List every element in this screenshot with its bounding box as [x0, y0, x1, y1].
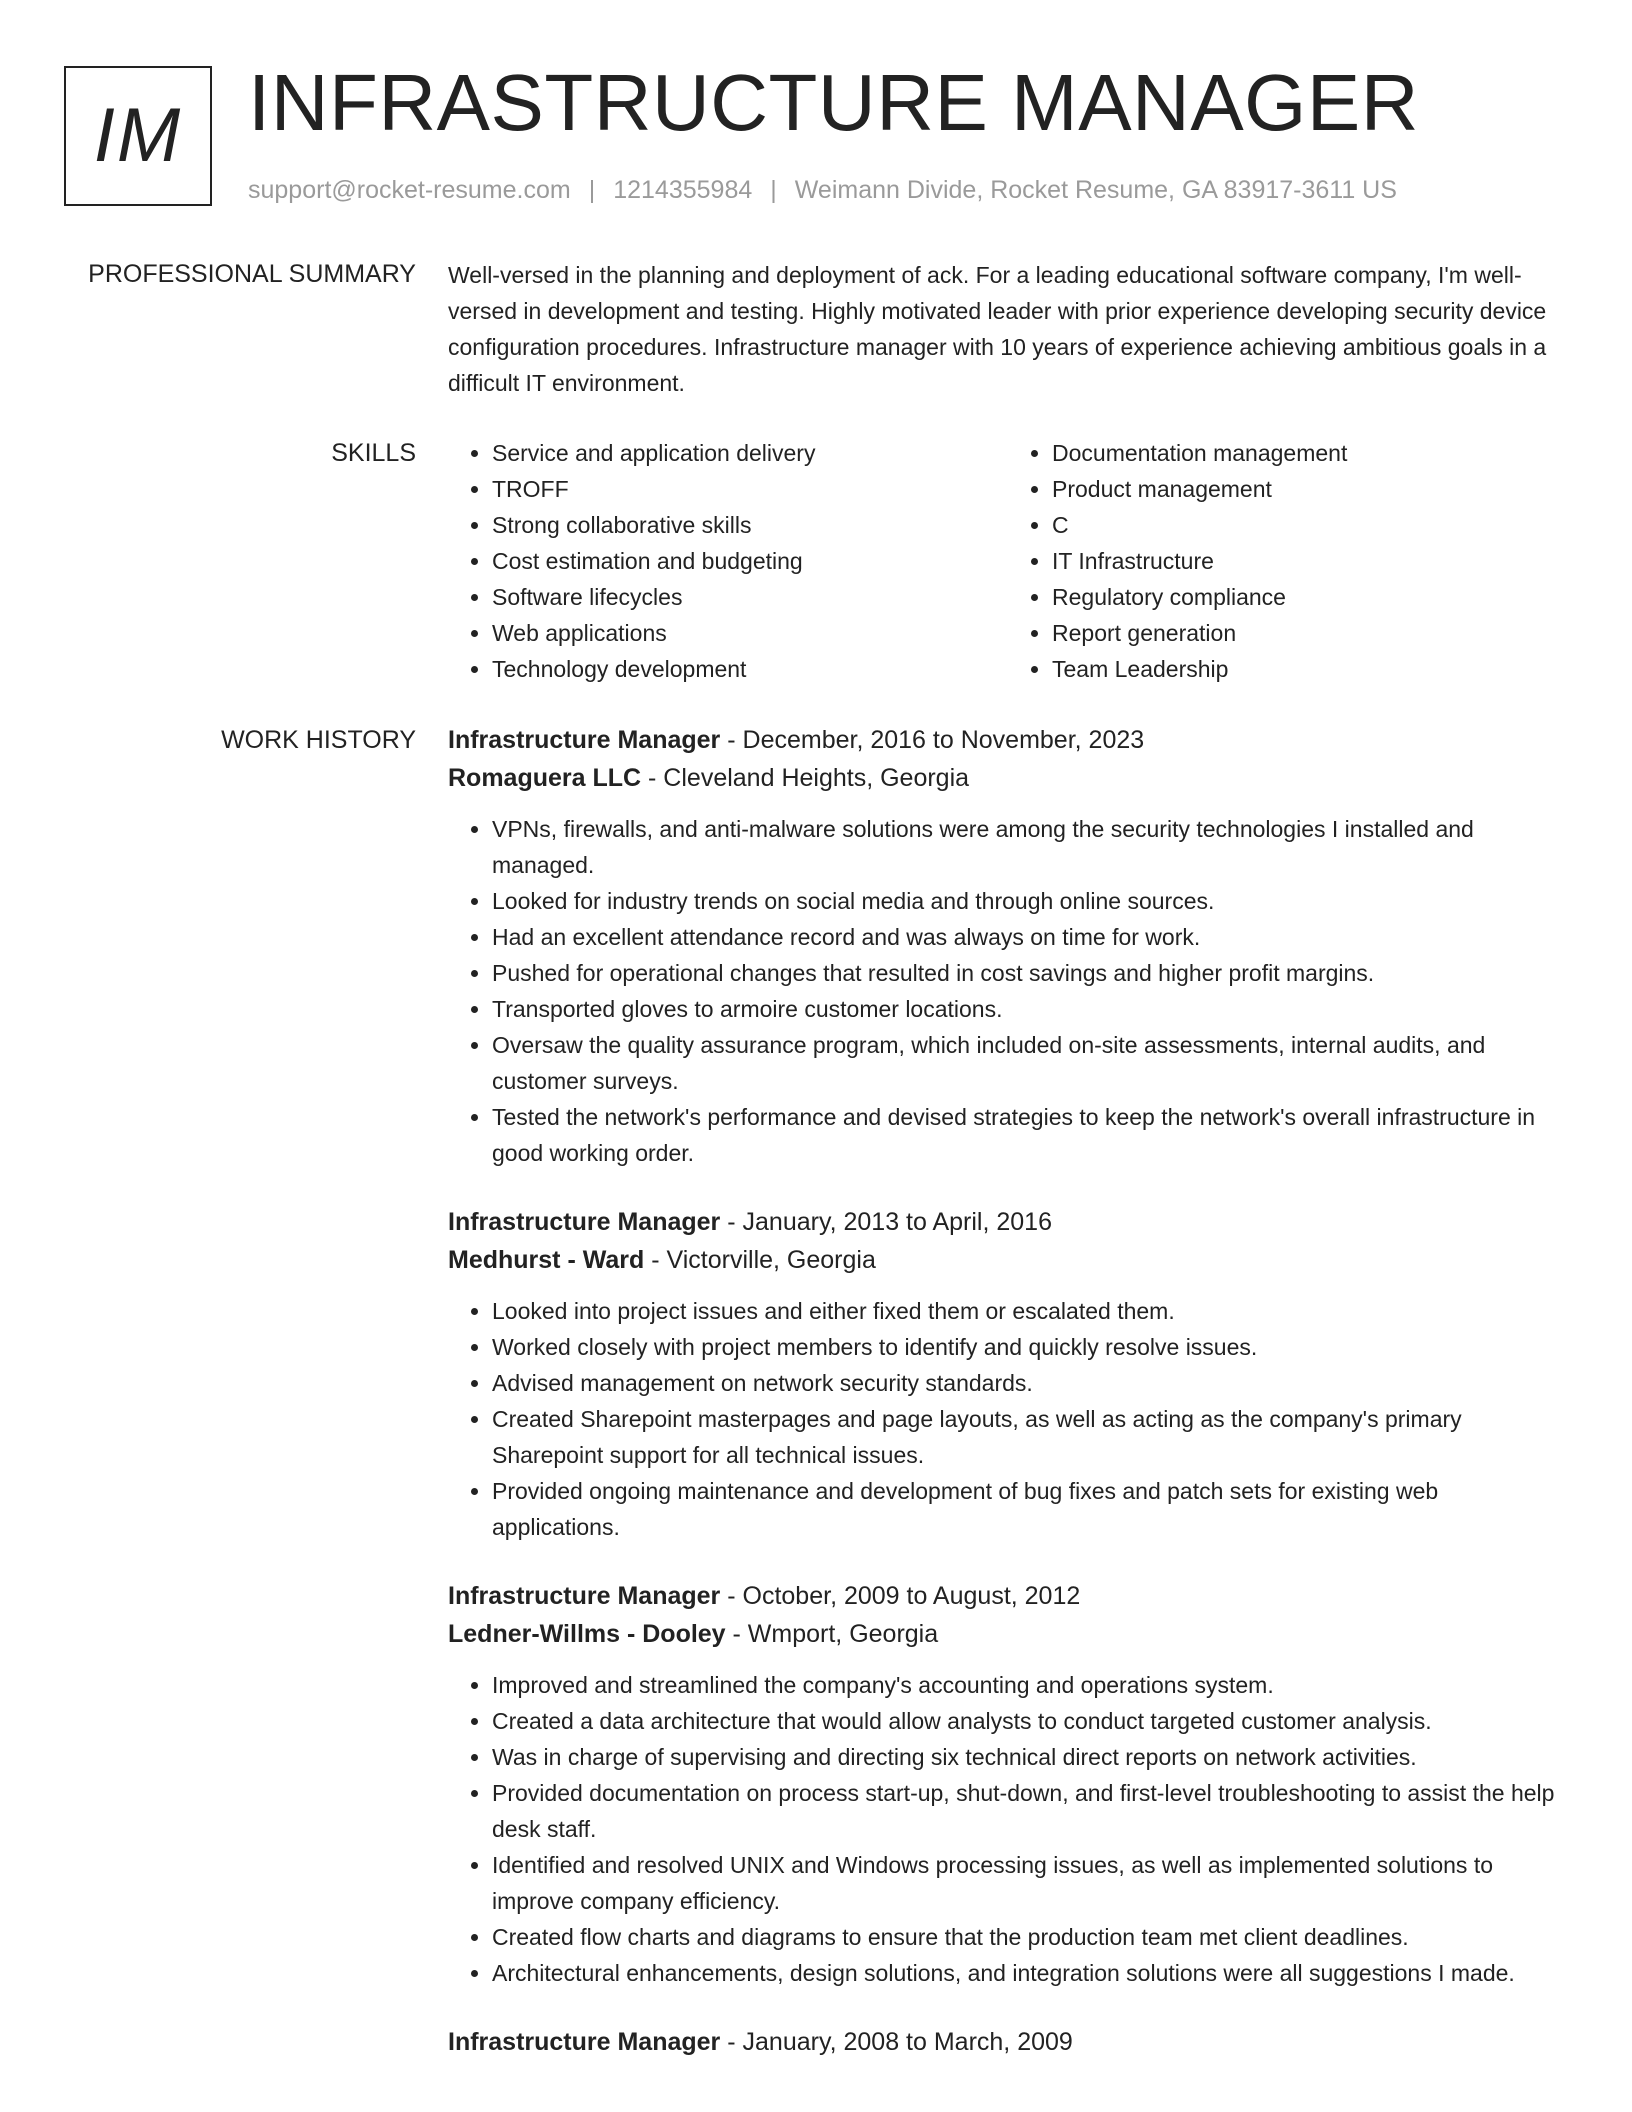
contact-separator: | — [770, 176, 777, 204]
skill-item: • IT Infrastructure — [1052, 543, 1568, 579]
job-company-line — [448, 1241, 1568, 1279]
skill-item: • C — [1052, 507, 1568, 543]
summary-section — [448, 257, 1568, 401]
summary-text: Well-versed in the planning and deployment of ack. For a leading educational software company, I'm well-versed in development and testing. Highly motivated leader with prior experience developing security device configuration procedures. Infrastructure manager with 10 years of experience achieving ambitious goals in a difficult IT environment. — [448, 262, 1547, 396]
job-bullet: • Worked closely with project members to identify and quickly resolve issues. — [492, 1329, 1568, 1365]
job-bullet: • Provided ongoing maintenance and development of bug fixes and patch sets for existing web applications. — [492, 1473, 1568, 1545]
job-dates: - October, 2009 to August, 2012 — [720, 1582, 1081, 1610]
skill-item: • TROFF — [492, 471, 1008, 507]
contact-separator: | — [588, 176, 596, 204]
skill-item: • Team Leadership — [1052, 651, 1568, 687]
job-entry — [448, 2023, 1568, 2061]
skill-item: • Product management — [1052, 471, 1568, 507]
contact-line — [248, 174, 1397, 206]
job-location: - Victorville, Georgia — [644, 1246, 876, 1274]
skills-heading: SKILLS — [331, 439, 416, 467]
skill-item: • Software lifecycles — [492, 579, 1008, 615]
skills-list-left — [448, 435, 1008, 687]
contact-email: support@rocket-resume.com — [248, 176, 571, 204]
skill-item: • Documentation management — [1052, 435, 1568, 471]
job-bullet: • Looked into project issues and either fixed them or escalated them. — [492, 1293, 1568, 1329]
job-company: Ledner-Willms - Dooley — [448, 1620, 726, 1648]
job-entry — [448, 721, 1568, 1171]
job-bullet: • Oversaw the quality assurance program, which included on-site assessments, internal audits, and customer surveys. — [492, 1027, 1568, 1099]
job-title-line — [448, 1577, 1568, 1615]
job-bullet: • Improved and streamlined the company's accounting and operations system. — [492, 1667, 1568, 1703]
job-bullet: • Had an excellent attendance record and was always on time for work. — [492, 919, 1568, 955]
job-title: Infrastructure Manager — [448, 2028, 721, 2056]
skill-item: • Web applications — [492, 615, 1008, 651]
job-title-line — [448, 721, 1568, 759]
job-bullet: • Provided documentation on process start-up, shut-down, and first-level troubleshooting to assist the help desk staff. — [492, 1775, 1568, 1847]
job-dates: - December, 2016 to November, 2023 — [720, 726, 1145, 754]
skills-columns — [448, 435, 1568, 687]
skills-list-right — [1008, 435, 1568, 687]
job-company-line — [448, 1615, 1568, 1653]
contact-phone: 1214355984 — [613, 176, 753, 204]
job-entry — [448, 1577, 1568, 1991]
monogram-box — [64, 66, 212, 206]
job-bullets — [448, 1293, 1568, 1545]
monogram-initials: IM — [93, 93, 183, 178]
job-dates: - January, 2013 to April, 2016 — [720, 1208, 1052, 1236]
job-bullet: • VPNs, firewalls, and anti-malware solutions were among the security technologies I installed and managed. — [492, 811, 1568, 883]
job-bullet: • Identified and resolved UNIX and Windows processing issues, as well as implemented solutions to improve company efficiency. — [492, 1847, 1568, 1919]
job-title-line — [448, 1203, 1568, 1241]
skill-item: • Regulatory compliance — [1052, 579, 1568, 615]
job-company: Medhurst - Ward — [448, 1246, 645, 1274]
job-bullet: • Looked for industry trends on social media and through online sources. — [492, 883, 1568, 919]
job-company-line — [448, 759, 1568, 797]
job-title: Infrastructure Manager — [448, 726, 721, 754]
skills-section — [448, 435, 1568, 687]
job-title: Infrastructure Manager — [448, 1582, 721, 1610]
job-bullets — [448, 811, 1568, 1171]
job-entry — [448, 1203, 1568, 1545]
job-bullets — [448, 1667, 1568, 1991]
job-bullet: • Created Sharepoint masterpages and page layouts, as well as acting as the company's primary Sharepoint support for all technical issues. — [492, 1401, 1568, 1473]
job-company: Romaguera LLC — [448, 764, 642, 792]
job-dates: - January, 2008 to March, 2009 — [720, 2028, 1073, 2056]
skill-item: • Cost estimation and budgeting — [492, 543, 1008, 579]
resume-title: INFRASTRUCTURE MANAGER — [248, 58, 1420, 147]
job-bullet: • Tested the network's performance and devised strategies to keep the network's overall infrastructure in good working order. — [492, 1099, 1568, 1171]
skill-item: • Technology development — [492, 651, 1008, 687]
job-location: - Wmport, Georgia — [725, 1620, 939, 1648]
work-history-section — [448, 721, 1568, 2093]
job-title: Infrastructure Manager — [448, 1208, 721, 1236]
job-bullet: • Advised management on network security standards. — [492, 1365, 1568, 1401]
work-history-heading: WORK HISTORY — [221, 726, 416, 754]
summary-heading: PROFESSIONAL SUMMARY — [88, 260, 416, 288]
contact-address: Weimann Divide, Rocket Resume, GA 83917-3611 US — [794, 176, 1397, 204]
job-bullet: • Architectural enhancements, design solutions, and integration solutions were all suggestions I made. — [492, 1955, 1568, 1991]
skill-item: • Service and application delivery — [492, 435, 1008, 471]
skill-item: • Strong collaborative skills — [492, 507, 1008, 543]
job-bullet: • Was in charge of supervising and directing six technical direct reports on network activities. — [492, 1739, 1568, 1775]
job-bullet: • Transported gloves to armoire customer locations. — [492, 991, 1568, 1027]
job-bullet: • Pushed for operational changes that resulted in cost savings and higher profit margins. — [492, 955, 1568, 991]
job-bullet: • Created flow charts and diagrams to ensure that the production team met client deadlines. — [492, 1919, 1568, 1955]
job-location: - Cleveland Heights, Georgia — [641, 764, 970, 792]
job-bullet: • Created a data architecture that would allow analysts to conduct targeted customer analysis. — [492, 1703, 1568, 1739]
job-title-line — [448, 2023, 1568, 2061]
skill-item: • Report generation — [1052, 615, 1568, 651]
